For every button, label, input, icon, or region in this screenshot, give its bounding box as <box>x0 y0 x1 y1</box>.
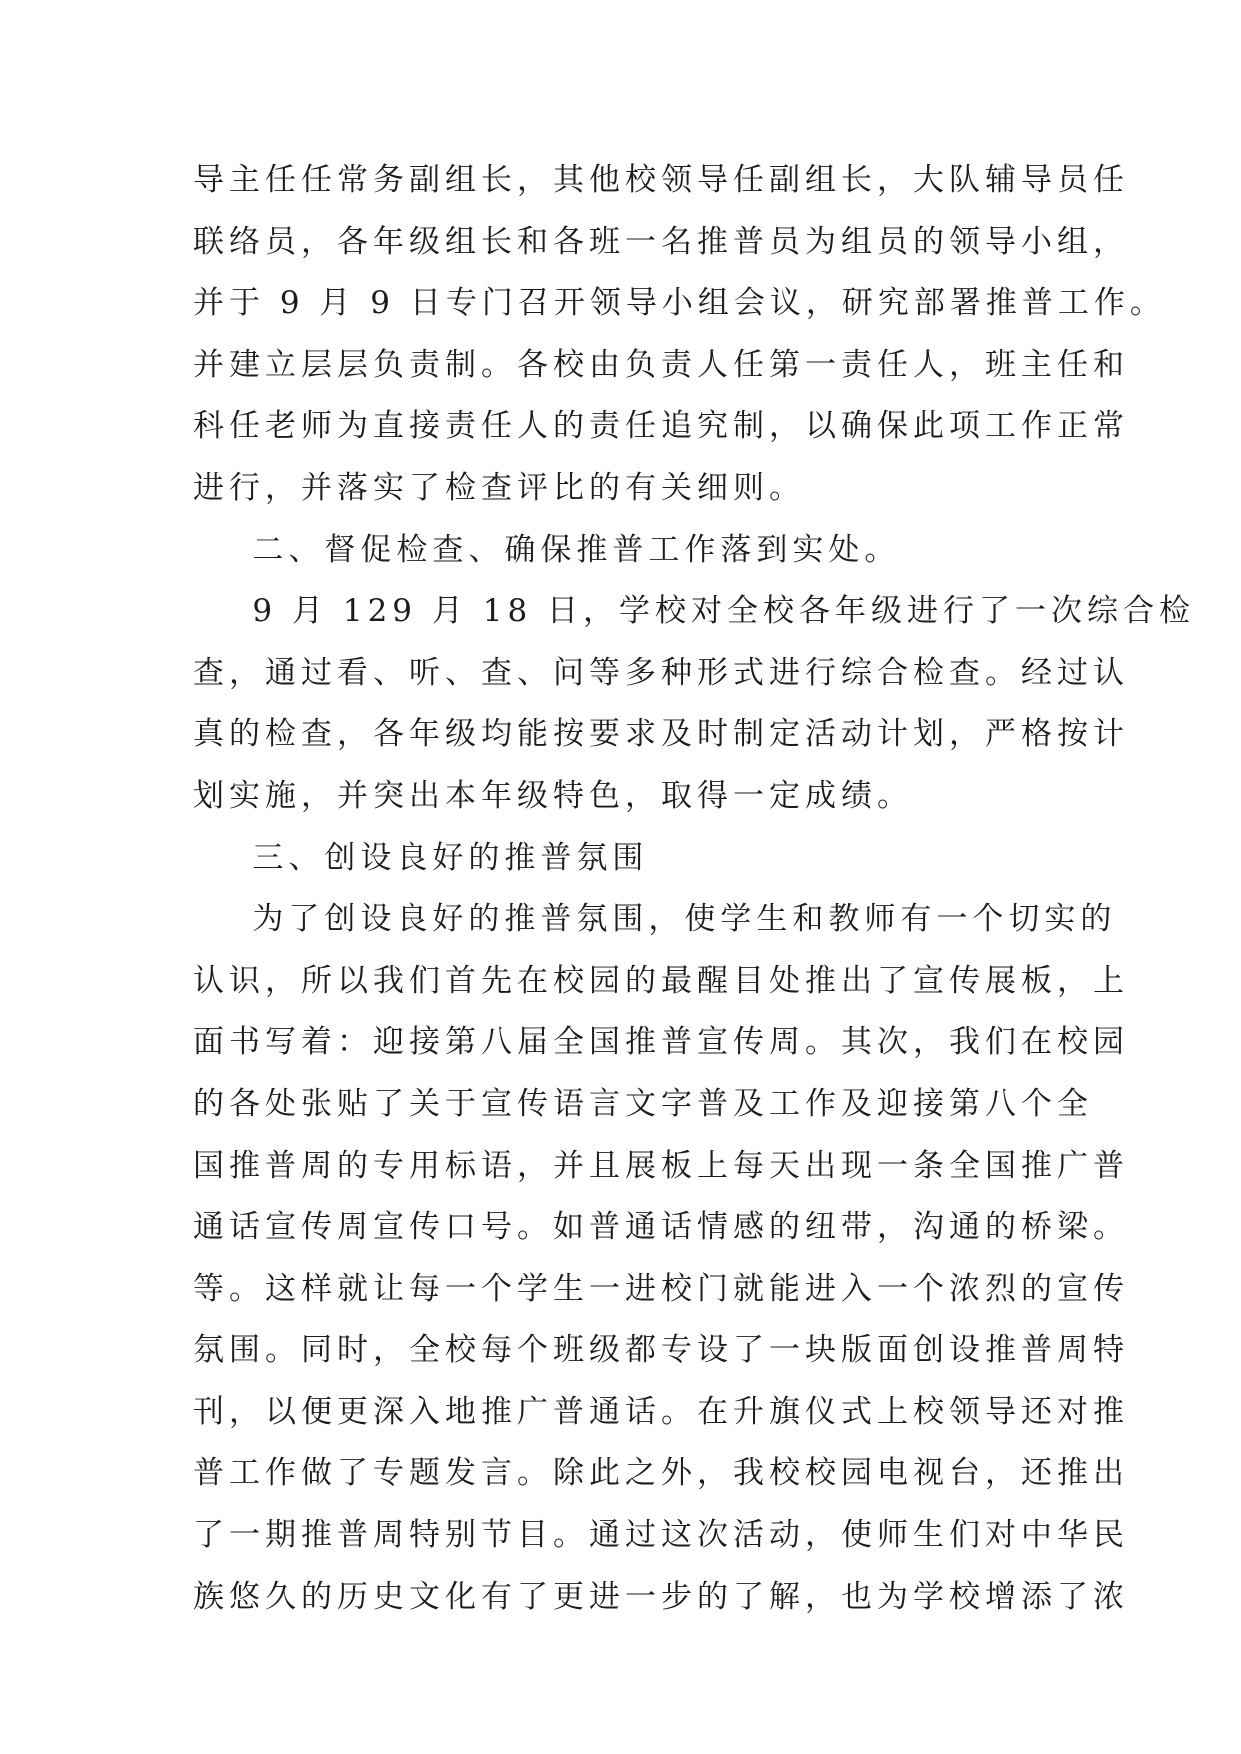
text-line: 认识，所以我们首先在校园的最醒目处推出了宣传展板，上 <box>193 962 1129 999</box>
section-heading: 三、创设良好的推普氛围 <box>193 839 649 876</box>
text-line: 了一期推普周特别节目。通过这次活动，使师生们对中华民 <box>193 1517 1129 1554</box>
text-line: 氛围。同时，全校每个班级都专设了一块版面创设推普周特 <box>193 1332 1129 1369</box>
text-line: 刊，以便更深入地推广普通话。在升旗仪式上校领导还对推 <box>193 1393 1129 1430</box>
text-line: 等。这样就让每一个学生一进校门就能进入一个浓烈的宣传 <box>193 1270 1129 1307</box>
text-line: 通话宣传周宣传口号。如普通话情感的纽带，沟通的桥梁。 <box>193 1209 1129 1246</box>
body-text <box>193 160 1196 1638</box>
text-line: 进行，并落实了检查评比的有关细则。 <box>193 469 805 506</box>
text-line: 联络员，各年级组长和各班一名推普员为组员的领导小组， <box>193 223 1129 260</box>
text-line: 并建立层层负责制。各校由负责人任第一责任人，班主任和 <box>193 346 1129 383</box>
section-heading: 二、督促检查、确保推普工作落到实处。 <box>193 531 901 568</box>
text-line: 并于 9 月 9 日专门召开领导小组会议，研究部署推普工作。 <box>193 285 1166 322</box>
text-line: 国推普周的专用标语，并且展板上每天出现一条全国推广普 <box>193 1147 1129 1184</box>
text-line: 导主任任常务副组长，其他校领导任副组长，大队辅导员任 <box>193 162 1129 198</box>
text-line: 查，通过看、听、查、问等多种形式进行综合检查。经过认 <box>193 654 1129 691</box>
text-line: 划实施，并突出本年级特色，取得一定成绩。 <box>193 777 913 814</box>
text-line: 族悠久的历史文化有了更进一步的了解，也为学校增添了浓 <box>193 1578 1129 1615</box>
text-line: 为了创设良好的推普氛围，使学生和教师有一个切实的 <box>193 901 1117 938</box>
text-line: 真的检查，各年级均能按要求及时制定活动计划，严格按计 <box>193 716 1129 753</box>
text-line: 普工作做了专题发言。除此之外，我校校园电视台，还推出 <box>193 1455 1129 1492</box>
text-line: 科任老师为直接责任人的责任追究制，以确保此项工作正常 <box>193 408 1129 445</box>
text-line: 的各处张贴了关于宣传语言文字普及工作及迎接第八个全 <box>193 1085 1093 1122</box>
text-line: 面书写着：迎接第八届全国推普宣传周。其次，我们在校园 <box>193 1024 1129 1061</box>
text-line: 9 月 129 月 18 日，学校对全校各年级进行了一次综合检 <box>193 593 1196 630</box>
